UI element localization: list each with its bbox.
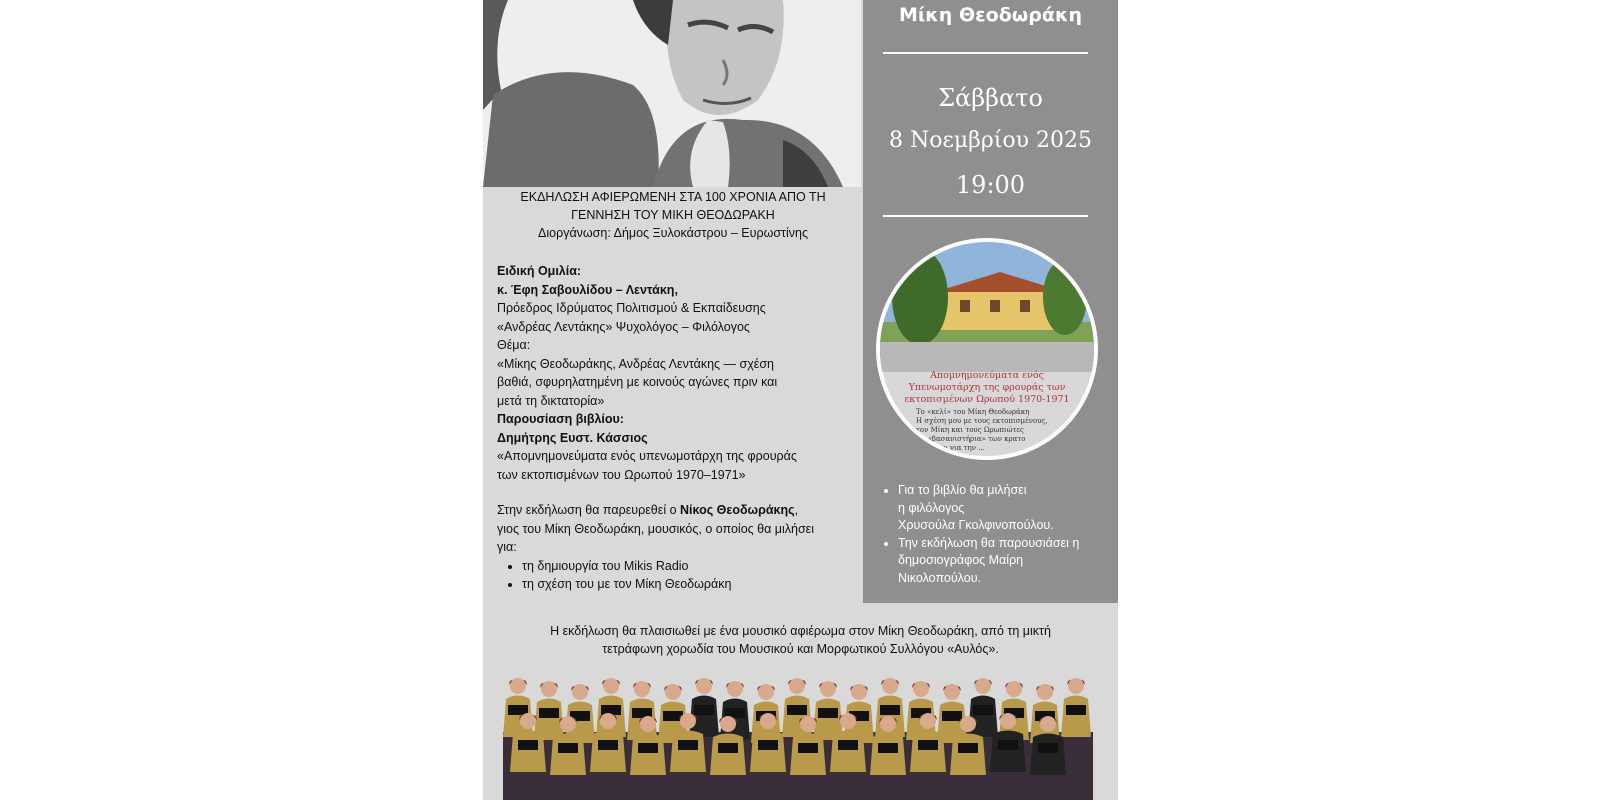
guest-topics — [497, 557, 859, 594]
book-cover-item: Τα «βασανιστήρια» των κρατο — [916, 435, 1026, 443]
divider-top — [883, 52, 1088, 54]
book-heading: Παρουσίαση βιβλίου: — [497, 412, 624, 426]
book-cover-contents — [916, 408, 1094, 453]
guest-line — [497, 501, 859, 520]
intro-line: ΓΕΝΝΗΣΗ ΤΟΥ ΜΙΚΗ ΘΕΟΔΩΡΑΚΗ — [571, 208, 775, 222]
note-line: Νικολοπούλου. — [898, 570, 982, 585]
building-photo — [880, 242, 1094, 372]
side-note-speaker — [898, 482, 1106, 535]
book-cover-title-line: εκτοπισμένων Ωρωπού 1970-1971 — [904, 394, 1070, 405]
book-cover-title-line: Απομνημονεύματα ενός — [930, 370, 1044, 381]
composer-portrait — [483, 0, 861, 187]
topic-line: βαθιά, σφυρηλατημένη με κοινούς αγώνες πριν και — [497, 375, 778, 389]
intro-line: ΕΚΔΗΛΩΣΗ ΑΦΙΕΡΩΜΕΝΗ ΣΤΑ 100 ΧΡΟΝΙΑ ΑΠΟ ΤΗ — [520, 190, 826, 204]
book-title-line: των εκτοπισμένων του Ωρωπού 1970–1971» — [497, 467, 746, 482]
divider-bottom — [883, 215, 1088, 217]
book-cover-title — [880, 370, 1094, 406]
portrait-drawing — [483, 0, 861, 187]
note-line: Χρυσούλα Γκολφινοπούλου. — [898, 518, 1054, 532]
guest-topic: • τη δημιουργία του Mikis Radio — [522, 557, 859, 576]
guest-name: Νίκος Θεοδωράκης — [680, 503, 795, 517]
event-date: 8 Νοεμβρίου 2025 — [888, 128, 1093, 153]
book-cover-text — [880, 370, 1094, 453]
guest-text: Στην εκδήλωση θα παρευρεθεί ο — [497, 503, 681, 517]
event-intro — [483, 188, 863, 242]
book-cover-image — [876, 238, 1098, 460]
book-cover-title-line: Υπενωμοτάρχη της φρουράς των — [908, 382, 1066, 393]
event-poster — [483, 0, 1118, 800]
side-notes-list — [876, 482, 1106, 587]
choir-announcement — [483, 622, 1118, 658]
choir-photo — [503, 672, 1093, 800]
book-title-line: «Απομνημονεύματα ενός υπενωμοτάρχη της φρουράς — [497, 449, 797, 463]
topic-line: μετά τη δικτατορία» — [497, 393, 605, 408]
side-note-host — [898, 535, 1106, 588]
speaker-role: «Ανδρέας Λεντάκης» Ψυχολόγος – Φιλόλογος — [497, 319, 750, 334]
topic-label: Θέμα: — [497, 338, 531, 352]
guest-text: , — [794, 503, 799, 517]
note-line: Για το βιβλίο θα μιλήσει — [898, 483, 1027, 497]
speaker-role: Πρόεδρος Ιδρύματος Πολιτισμού & Εκπαίδευσης — [497, 301, 766, 315]
program-details — [497, 262, 859, 594]
event-time: 19:00 — [955, 171, 1026, 199]
organizer-line: Διοργάνωση: Δήμος Ξυλοκάστρου – Ευρωστίνης — [538, 226, 808, 240]
note-line: Την εκδήλωση θα παρουσιάσει η — [898, 535, 1080, 550]
speaker-name: κ. Έφη Σαβουλίδου – Λεντάκη, — [497, 282, 678, 297]
topic-line: «Μίκης Θεοδωράκης, Ανδρέας Λεντάκης — σχέση — [497, 356, 775, 371]
speech-heading: Ειδική Ομιλία: — [497, 264, 582, 278]
event-day: Σάββατο — [938, 84, 1043, 112]
guest-line: γιος του Μίκη Θεοδωράκη, μουσικός, ο οποίος θα μιλήσει — [497, 521, 815, 536]
guest-topic: • τη σχέση του με τον Μίκη Θεοδωράκη — [522, 575, 859, 594]
book-cover-item: Το «κελί» του Μίκη Θεοδωράκη — [916, 408, 1030, 416]
book-cover-item: ...ως μου για την ... — [916, 444, 985, 452]
book-author: Δημήτρης Ευστ. Κάσσιος — [497, 430, 648, 445]
footer-line: Η εκδήλωση θα πλαισιωθεί με ένα μουσικό αφιέρωμα στον Μίκη Θεοδωράκη, από τη μικτή — [550, 624, 1051, 638]
guest-line: για: — [497, 540, 517, 554]
footer-line: τετράφωνη χορωδία του Μουσικού και Μορφωτικού Συλλόγου «Αυλός». — [602, 642, 999, 656]
note-line: η φιλόλογος — [898, 500, 965, 515]
spacer — [497, 484, 859, 501]
book-cover-item: τον Μίκη και τους Ωρωπιώτες — [916, 426, 1024, 434]
note-line: δημοσιογράφος Μαίρη — [898, 553, 1024, 567]
book-cover-item: Η σχέση μου με τους εκτοπισμένους, — [916, 417, 1048, 425]
composer-name: Μίκη Θεοδωράκη — [899, 4, 1082, 26]
